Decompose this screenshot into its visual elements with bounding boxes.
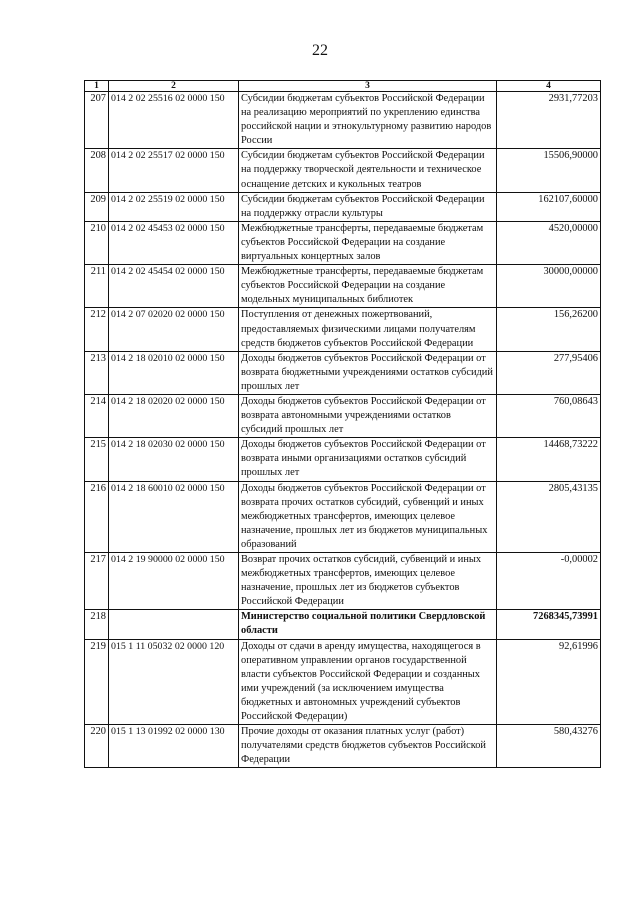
row-name: Межбюджетные трансферты, передаваемые бюджетам субъектов Российской Федерации на создание модельных муниципальных библиотек [239,265,497,308]
row-number: 219 [85,639,109,725]
row-amount: 4520,00000 [497,221,601,264]
row-amount: -0,00002 [497,553,601,610]
row-name: Доходы бюджетов субъектов Российской Федерации от возврата автономными учреждениями остатков субсидий прошлых лет [239,394,497,437]
row-number: 210 [85,221,109,264]
row-number: 216 [85,481,109,552]
row-name: Прочие доходы от оказания платных услуг (работ) получателями средств бюджетов субъектов Российской Федерации [239,725,497,768]
table-row [85,351,601,394]
row-name: Доходы бюджетов субъектов Российской Федерации от возврата прочих остатков субсидий, субвенций и иных межбюджетных трансфертов, имеющих целевое назначение, прошлых лет из бюджетов муниципальных образований [239,481,497,552]
row-amount: 15506,90000 [497,149,601,192]
table-row [85,394,601,437]
row-amount: 2805,43135 [497,481,601,552]
row-name: Доходы бюджетов субъектов Российской Федерации от возврата бюджетными учреждениями остатков субсидий прошлых лет [239,351,497,394]
row-name: Доходы от сдачи в аренду имущества, находящегося в оперативном управлении органов государственной власти субъектов Российской Федерации и созданных ими учреждений (за исключением имущества бюджетных и автономных учреждений субъектов Российской Федерации) [239,639,497,725]
table-row [85,149,601,192]
table-row [85,553,601,610]
row-number: 218 [85,610,109,639]
row-number: 212 [85,308,109,351]
row-number: 215 [85,438,109,481]
table-row [85,610,601,639]
row-name: Доходы бюджетов субъектов Российской Федерации от возврата иными организациями остатков субсидий прошлых лет [239,438,497,481]
row-code: 014 2 07 02020 02 0000 150 [109,308,239,351]
row-code: 015 1 13 01992 02 0000 130 [109,725,239,768]
budget-revenue-table [84,80,601,768]
table-row [85,438,601,481]
table-row [85,265,601,308]
row-number: 207 [85,92,109,149]
header-row [85,81,601,92]
row-code: 014 2 02 25516 02 0000 150 [109,92,239,149]
column-header-name: 3 [239,81,497,92]
row-code: 014 2 02 45453 02 0000 150 [109,221,239,264]
row-number: 211 [85,265,109,308]
table-row [85,308,601,351]
row-amount: 580,43276 [497,725,601,768]
column-header-code: 2 [109,81,239,92]
row-number: 214 [85,394,109,437]
row-amount: 14468,73222 [497,438,601,481]
page-number: 22 [312,42,328,59]
row-name: Субсидии бюджетам субъектов Российской Федерации на реализацию мероприятий по укреплению единства российской нации и этнокультурному развитию народов России [239,92,497,149]
row-amount: 92,61996 [497,639,601,725]
row-code: 014 2 02 45454 02 0000 150 [109,265,239,308]
row-code: 014 2 18 02010 02 0000 150 [109,351,239,394]
row-code: 014 2 18 02020 02 0000 150 [109,394,239,437]
table-row [85,221,601,264]
row-amount: 162107,60000 [497,192,601,221]
row-name: Поступления от денежных пожертвований, предоставляемых физическими лицами получателям средств бюджетов субъектов Российской Федерации [239,308,497,351]
row-name: Субсидии бюджетам субъектов Российской Федерации на поддержку отрасли культуры [239,192,497,221]
row-amount: 156,26200 [497,308,601,351]
table-row [85,481,601,552]
row-name: Субсидии бюджетам субъектов Российской Федерации на поддержку творческой деятельности и техническое оснащение детских и кукольных театров [239,149,497,192]
table-row [85,639,601,725]
row-amount: 277,95406 [497,351,601,394]
row-code: 014 2 18 02030 02 0000 150 [109,438,239,481]
row-number: 208 [85,149,109,192]
row-amount: 2931,77203 [497,92,601,149]
table-row [85,725,601,768]
table-row [85,192,601,221]
row-number: 220 [85,725,109,768]
row-code: 014 2 19 90000 02 0000 150 [109,553,239,610]
row-amount: 30000,00000 [497,265,601,308]
row-code: 014 2 02 25517 02 0000 150 [109,149,239,192]
row-name: Возврат прочих остатков субсидий, субвенций и иных межбюджетных трансфертов, имеющих целевое назначение, прошлых лет из бюджетов субъектов Российской Федерации [239,553,497,610]
row-number: 217 [85,553,109,610]
row-name: Министерство социальной политики Свердловской области [239,610,497,639]
row-code [109,610,239,639]
row-amount: 760,08643 [497,394,601,437]
column-header-amount: 4 [497,81,601,92]
row-number: 213 [85,351,109,394]
row-code: 014 2 02 25519 02 0000 150 [109,192,239,221]
row-name: Межбюджетные трансферты, передаваемые бюджетам субъектов Российской Федерации на создание виртуальных концертных залов [239,221,497,264]
column-header-number: 1 [85,81,109,92]
table-row [85,92,601,149]
row-code: 014 2 18 60010 02 0000 150 [109,481,239,552]
row-code: 015 1 11 05032 02 0000 120 [109,639,239,725]
row-amount: 7268345,73991 [497,610,601,639]
row-number: 209 [85,192,109,221]
